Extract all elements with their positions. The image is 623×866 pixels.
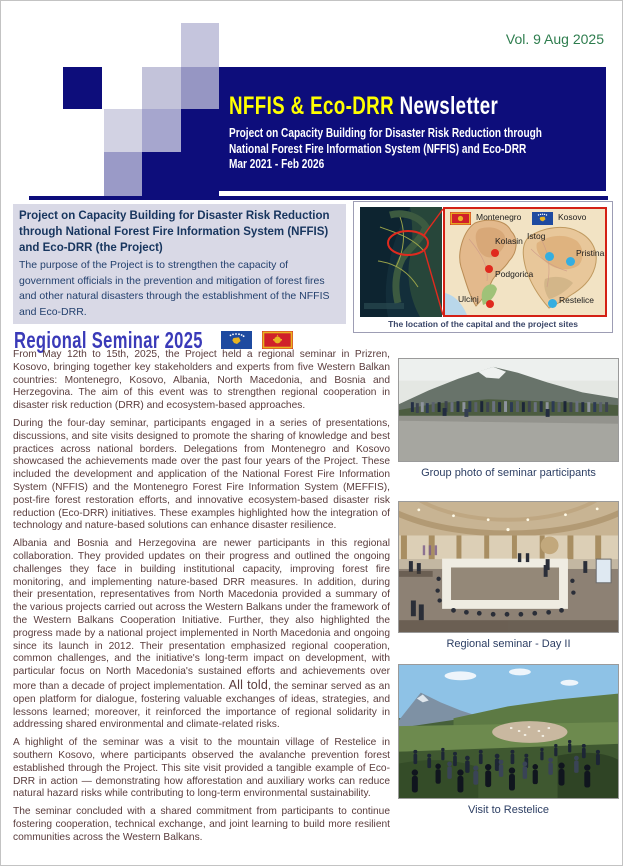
city-label-podgorica: Podgorica [495, 269, 534, 279]
legend-label-montenegro: Montenegro [476, 212, 522, 222]
paragraph-3-text: Albania and Bosnia and Herzegovina are newer participants in this regional collaboration. They provided updates on their progress and outlined the ongoing challenges they face in building institutional capacity, improving forest fire monitoring, and implementing nature-based DRR measures. In addition, during their presentation, representatives from North Macedonia provided a summary of the various projects carried out across the Western Balkans under the framework of the Western Balkans Cooperation Initiative. Further, they also highlighted the progress made by a national project implemented in North Macedonia and ongoing since its launch in 2012. Their presentation emphasized regional cooperation, common challenges, and the initiative's long-term impact on development, with particular focus on North Macedonia's sustained efforts and achievements over more than a decade of project implementation. [13, 538, 390, 692]
city-label-ulcinj: Ulcinj [458, 294, 479, 304]
mosaic-square [142, 109, 181, 152]
photo-group-caption: Group photo of seminar participants [421, 467, 596, 479]
paragraph-1: From May 12th to 15th, 2025, the Project held a regional seminar in Prizren, Kosovo, bringing together key stakeholders and experts from five Western Balkan countries: Montenegro, Kosovo, Albania, North Macedonia, and Bosnia and Herzegovina. The aim of this event was to strengthen regional cooperation in disaster risk reduction (DRR) and ecosystem-based approaches. [13, 349, 390, 412]
kosovo-flag-icon [221, 331, 252, 349]
montenegro-flag-icon [450, 212, 471, 225]
project-purpose-text: The purpose of the Project is to strengthen the capacity of government officials in the prevention and mitigation of forest fires and other natural disasters through the establishment of the NFFIS and Eco-DRR. [19, 259, 330, 318]
inset-country-map [443, 207, 607, 317]
location-map-panel [353, 201, 613, 333]
city-dot-kolasin [491, 249, 499, 257]
group-photo-image [398, 358, 619, 462]
city-label-pristina: Pristina [576, 248, 605, 258]
mosaic-square [63, 67, 102, 109]
paragraph-4: A highlight of the seminar was a visit to the mountain village of Restelice in southern Kosovo, where participants observed the avalanche prevention forest established through the Project. This site visit provided a tangible example of Eco-DRR in action — demonstrating how afforestation and auxiliary works can reduce natural hazard risks while contributing to long-term environmental sustainability. [13, 737, 390, 800]
city-label-istog: Istog [527, 231, 546, 241]
montenegro-flag-icon [262, 331, 293, 349]
restelice-visit-image [398, 664, 619, 799]
paragraph-3-highlight: All told [228, 677, 269, 692]
photo-seminar-hall [398, 501, 619, 650]
mosaic-square [104, 109, 142, 152]
paragraph-3 [13, 538, 390, 732]
paragraph-5: The seminar concluded with a shared commitment from participants to continue fostering cooperation, technical exchange, and joint learning to build more resilient communities across the Western Balkans. [13, 806, 390, 843]
mosaic-square [104, 152, 142, 196]
subtitle-line1: Project on Capacity Building for Disaster Risk Reduction through [229, 126, 542, 140]
city-dot-ulcinj [486, 300, 494, 308]
newsletter-title [229, 93, 522, 119]
kosovo-flag-icon [532, 212, 553, 225]
city-dot-istog [545, 252, 554, 261]
article-body [13, 349, 390, 857]
project-description-box [13, 204, 346, 324]
mosaic-square [142, 152, 219, 196]
seminar-hall-image [398, 501, 619, 633]
paragraph-2: During the four-day seminar, participants engaged in a series of presentations, discussions, and site visits designed to promote the sharing of knowledge and best practices across national borders. Delegations from Montenegro and Kosovo showcased the achievements made over the past four years of the Project. These included the development and application of the National Forest Fire Information System (NFFIS) and the Montenegro Forest Fire Information System (MEFFIS), post-fire forest restoration efforts, and innovative ecosystem-based disaster risk reduction (Eco-DRR) initiatives. These examples highlighted how the integration of technology and nature-based solutions can enhance disaster resilience. [13, 417, 390, 532]
legend-label-kosovo: Kosovo [558, 212, 587, 222]
title-rest: Newsletter [394, 92, 499, 120]
city-label-kolasin: Kolasin [495, 236, 523, 246]
map-caption: The location of the capital and the project sites [388, 319, 578, 329]
project-title: Project on Capacity Building for Disaster Risk Reduction through National Forest Fire Information System (NFFIS) and Eco-DRR (the Project) [19, 210, 330, 254]
city-dot-restelice [548, 299, 557, 308]
header-band [219, 67, 606, 191]
paragraph-3-text: , the seminar served as an open platform for dialogue, fostering valuable exchanges of ideas, strategies, and lessons learned; moreover, it reinforced the importance of regional solidarity in addressing shared environmental and climate-related risks. [13, 680, 390, 731]
volume-label: Vol. 9 Aug 2025 [505, 31, 604, 47]
photo-restelice-caption: Visit to Restelice [467, 804, 550, 816]
mosaic-square [181, 67, 219, 109]
photo-seminar-caption: Regional seminar - Day II [446, 638, 571, 650]
section-headline: Regional Seminar 2025 [14, 327, 203, 353]
title-highlight: NFFIS & Eco-DRR [229, 92, 394, 120]
photo-restelice [398, 664, 619, 816]
mosaic-square [181, 23, 219, 67]
satellite-map-image [360, 207, 442, 317]
city-dot-pristina [566, 257, 575, 266]
city-label-restelice: Restelice [559, 295, 594, 305]
header-divider-rule [29, 196, 608, 200]
city-dot-podgorica [485, 265, 493, 273]
mosaic-square [142, 67, 181, 109]
subtitle-line3: Mar 2021 - Feb 2026 [229, 157, 325, 171]
subtitle-line2: National Forest Fire Information System (NFFIS) and Eco-DRR [229, 141, 527, 156]
photo-group [398, 358, 619, 479]
